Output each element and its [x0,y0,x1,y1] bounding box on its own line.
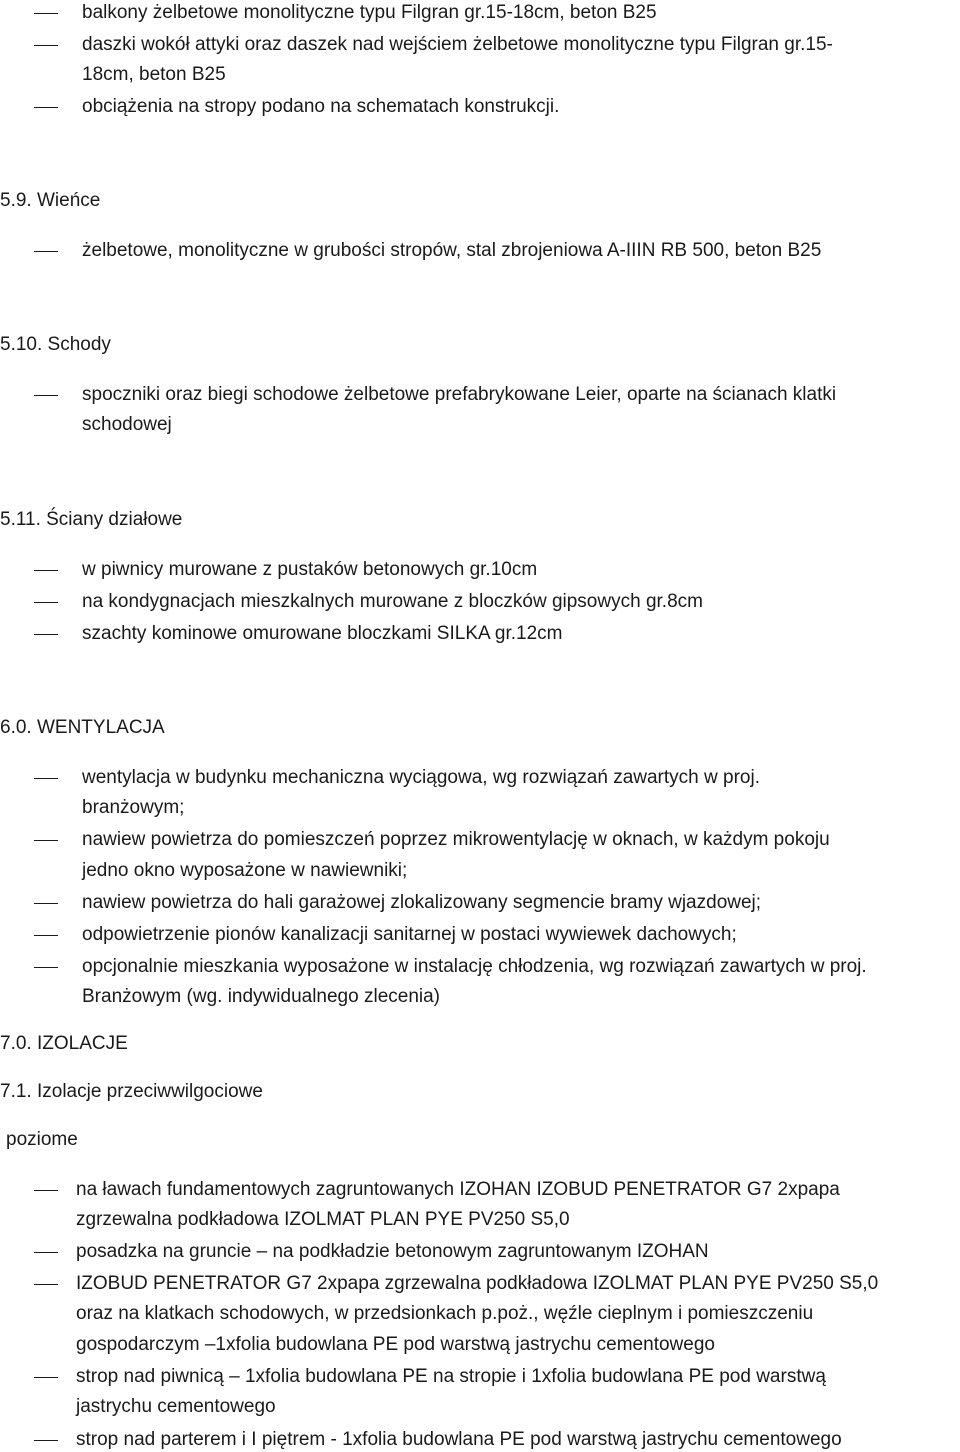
list-item: spoczniki oraz biegi schodowe żelbetowe prefabrykowane Leier, oparte na ścianach klatki [82,384,837,405]
list-item: na kondygnacjach mieszkalnych murowane z bloczków gipsowych gr.8cm [82,591,703,612]
dash-bullet [34,107,58,108]
list-item: nawiew powietrza do pomieszczeń poprzez mikrowentylację w oknach, w każdym pokoju [82,829,830,850]
section-heading-5-10: 5.10. Schody [0,334,111,355]
dash-bullet [34,634,58,635]
list-item: wentylacja w budynku mechaniczna wyciągowa, wg rozwiązań zawartych w proj. [82,767,760,788]
dash-bullet [34,1284,58,1285]
list-item-continuation: 18cm, beton B25 [82,64,226,85]
section-heading-7-0: 7.0. IZOLACJE [0,1033,128,1054]
list-item: opcjonalnie mieszkania wyposażone w instalację chłodzenia, wg rozwiązań zawartych w proj. [82,956,867,977]
dash-bullet [34,1377,58,1378]
dash-bullet [34,570,58,571]
list-item: posadzka na gruncie – na podkładzie betonowym zagruntowanym IZOHAN [76,1241,709,1262]
dash-bullet [34,1252,58,1253]
dash-bullet [34,778,58,779]
list-item: nawiew powietrza do hali garażowej zlokalizowany segmencie bramy wjazdowej; [82,892,762,913]
dash-bullet [34,13,58,14]
list-item-continuation: Branżowym (wg. indywidualnego zlecenia) [82,986,441,1007]
dash-bullet [34,840,58,841]
list-item-continuation: oraz na klatkach schodowych, w przedsionkach p.poż., węźle cieplnym i pomieszczeniu [76,1303,814,1324]
dash-bullet [34,967,58,968]
list-item: na ławach fundamentowych zagruntowanych IZOHAN IZOBUD PENETRATOR G7 2xpapa [76,1179,840,1200]
list-item: strop nad parterem i I piętrem - 1xfolia budowlana PE pod warstwą jastrychu cementowego [76,1429,842,1450]
section-heading-5-11: 5.11. Ściany działowe [0,509,183,530]
list-item: strop nad piwnicą – 1xfolia budowlana PE na stropie i 1xfolia budowlana PE pod warstwą [76,1366,826,1387]
list-item: żelbetowe, monolityczne w grubości stropów, stal zbrojeniowa A-IIIN RB 500, beton B25 [82,240,822,261]
dash-bullet [34,1190,58,1191]
dash-bullet [34,602,58,603]
list-item: obciążenia na stropy podano na schematach konstrukcji. [82,96,560,117]
dash-bullet [34,935,58,936]
list-item: balkony żelbetowe monolityczne typu Filgran gr.15-18cm, beton B25 [82,2,657,23]
dash-bullet [34,45,58,46]
list-item-continuation: branżowym; [82,797,185,818]
dash-bullet [34,903,58,904]
subsection-label: poziome [6,1129,78,1150]
section-heading-7-1: 7.1. Izolacje przeciwwilgociowe [0,1081,263,1102]
list-item-continuation: gospodarczym –1xfolia budowlana PE pod warstwą jastrychu cementowego [76,1334,715,1355]
list-item: w piwnicy murowane z pustaków betonowych gr.10cm [82,559,538,580]
dash-bullet [34,395,58,396]
list-item-continuation: zgrzewalna podkładowa IZOLMAT PLAN PYE PV250 S5,0 [76,1209,570,1230]
list-item: odpowietrzenie pionów kanalizacji sanitarnej w postaci wywiewek dachowych; [82,924,737,945]
dash-bullet [34,251,58,252]
list-item-continuation: jastrychu cementowego [76,1396,276,1417]
list-item: daszki wokół attyki oraz daszek nad wejściem żelbetowe monolityczne typu Filgran gr.15- [82,34,833,55]
list-item-continuation: jedno okno wyposażone w nawiewniki; [82,860,408,881]
section-heading-6-0: 6.0. WENTYLACJA [0,717,165,738]
dash-bullet [34,1440,58,1441]
list-item: IZOBUD PENETRATOR G7 2xpapa zgrzewalna podkładowa IZOLMAT PLAN PYE PV250 S5,0 [76,1273,879,1294]
list-item-continuation: schodowej [82,414,172,435]
list-item: szachty kominowe omurowane bloczkami SILKA gr.12cm [82,623,563,644]
section-heading-5-9: 5.9. Wieńce [0,190,101,211]
